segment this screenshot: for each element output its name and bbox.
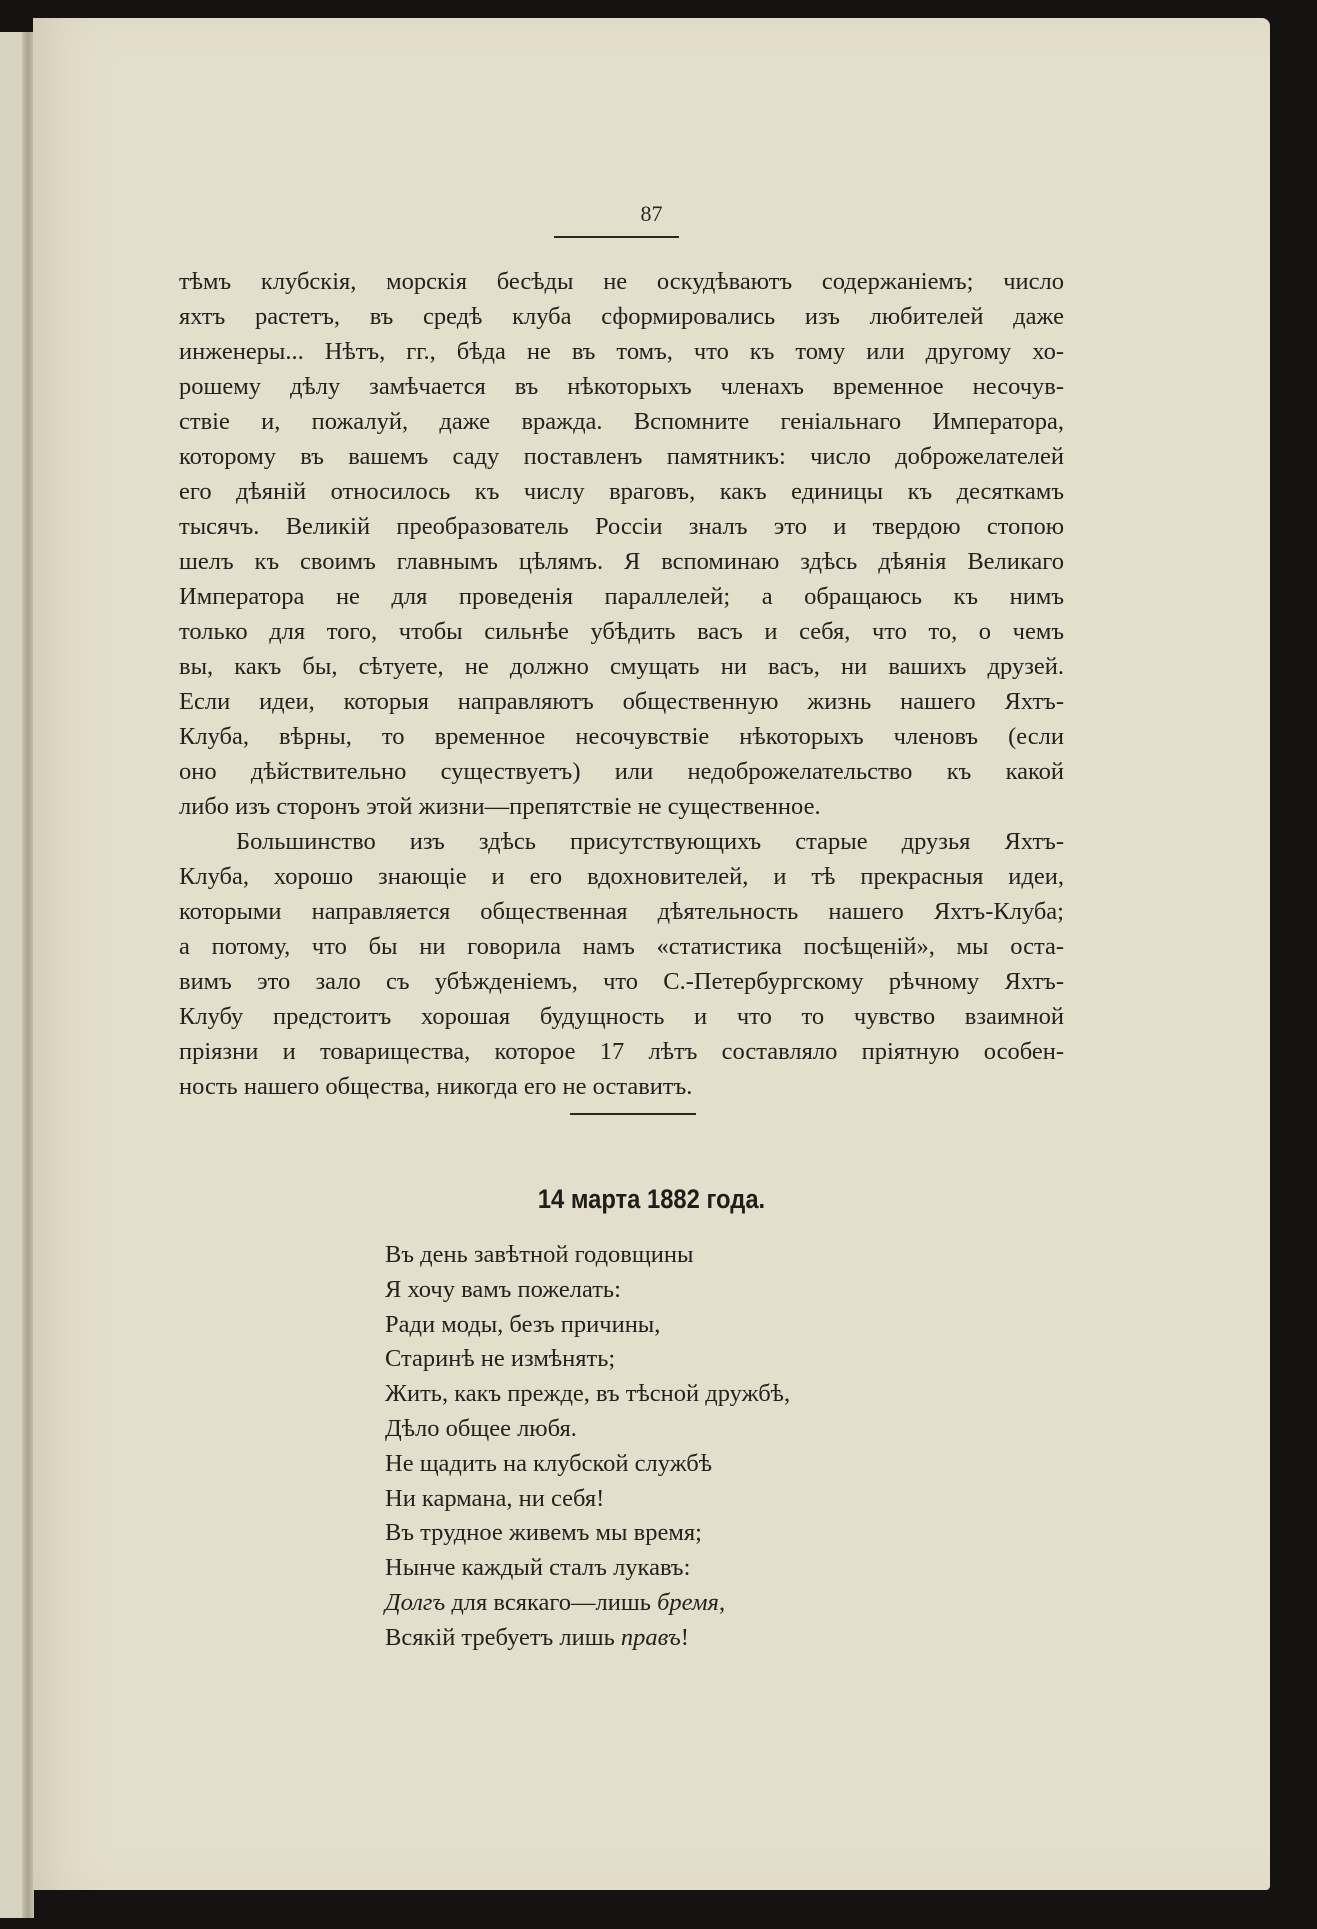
text-line: Если идеи, которыя направляютъ общественную жизнь нашего Яхтъ- [179,688,1064,715]
text-line: яхтъ растетъ, въ средѣ клуба сформировались изъ любителей даже [179,303,1064,330]
text-line: которому въ вашемъ саду поставленъ памятникъ: число доброжелателей [179,443,1064,470]
paragraph-1 [179,264,1064,824]
text: ! [680,1623,689,1651]
poem-line: Ни кармана, ни себя! [385,1484,605,1512]
poem-line: Не щадить на клубской службѣ [385,1449,713,1477]
poem-line [385,1621,790,1656]
text-line: инженеры... Нѣтъ, гг., бѣда не въ томъ, что къ тому или другому хо- [179,338,1064,365]
poem-line: Я хочу вамъ пожелать: [385,1275,621,1303]
poem-line: Дѣло общее любя. [385,1414,577,1442]
text-line: либо изъ сторонъ этой жизни—препятствіе не существенное. [179,793,821,820]
text-line: пріязни и товарищества, которое 17 лѣтъ составляло пріятную особен- [179,1038,1064,1065]
text-line: Клубу предстоитъ хорошая будущность и что то чувство взаимной [179,1003,1064,1030]
italic-text: правъ [620,1623,681,1651]
text-line: Большинство изъ здѣсь присутствующихъ старые друзья Яхтъ- [236,828,1064,855]
page-number: 87 [640,201,663,226]
prose-text [179,264,1064,1104]
text-line: шелъ къ своимъ главнымъ цѣлямъ. Я вспоминаю здѣсь дѣянія Великаго [179,548,1064,575]
text-line: Императора не для проведенія параллелей; а обращаюсь къ нимъ [179,583,1064,610]
text-line: оно дѣйствительно существуетъ) или недоброжелательство къ какой [179,758,1064,785]
text: для всякаго—лишь [445,1588,658,1616]
poem-line: Нынче каждый сталъ лукавъ: [385,1554,691,1582]
poem-title: 14 марта 1882 года. [537,1184,766,1214]
text: , [718,1588,726,1616]
paragraph-2 [179,824,1064,1104]
text-line: а потому, что бы ни говорила намъ «статистика посѣщеній», мы оста- [179,933,1064,960]
text-line: которыми направляется общественная дѣятельность нашего Яхтъ-Клуба; [179,898,1064,925]
text-line: рошему дѣлу замѣчается въ нѣкоторыхъ членахъ временное несочув- [179,373,1064,400]
section-divider [570,1113,696,1115]
poem [385,1238,790,1656]
poem-line: Жить, какъ прежде, въ тѣсной дружбѣ, [385,1380,791,1408]
poem-line [385,1586,790,1621]
text-line: тѣмъ клубскія, морскія бесѣды не оскудѣваютъ содержаніемъ; число [179,268,1064,295]
text-line: вы, какъ бы, сѣтуете, не должно смущать ни васъ, ни вашихъ друзей. [179,653,1064,680]
poem-line: Въ день завѣтной годовщины [385,1241,694,1268]
poem-line: Въ трудное живемъ мы время; [385,1519,702,1547]
text: Всякій требуетъ лишь [385,1623,621,1651]
text-line: Клуба, хорошо знающіе и его вдохновителей, и тѣ прекрасныя идеи, [179,863,1064,890]
facing-page-edge [0,32,24,1918]
book-page [33,18,1270,1890]
text-line: ность нашего общества, никогда его не оставитъ. [179,1073,693,1100]
poem-line: Ради моды, безъ причины, [385,1310,661,1338]
text-line: тысячъ. Великій преобразователь Россіи зналъ это и твердою стопою [179,513,1064,540]
text-line: Клуба, вѣрны, то временное несочувствіе нѣкоторыхъ членовъ (если [179,723,1064,750]
italic-text: бремя [657,1588,719,1616]
text-line: ствіе и, пожалуй, даже вражда. Вспомните геніальнаго Императора, [179,408,1064,435]
text-line: только для того, чтобы сильнѣе убѣдить васъ и себя, что то, о чемъ [179,618,1064,645]
italic-text: Долгъ [385,1588,446,1616]
text-line: его дѣяній относилось къ числу враговъ, какъ единицы къ десяткамъ [179,478,1064,505]
text-line: вимъ это зало съ убѣжденіемъ, что С.-Петербургскому рѣчному Яхтъ- [179,968,1064,995]
page-number-rule [554,236,679,238]
poem-line: Старинѣ не измѣнять; [385,1345,616,1373]
